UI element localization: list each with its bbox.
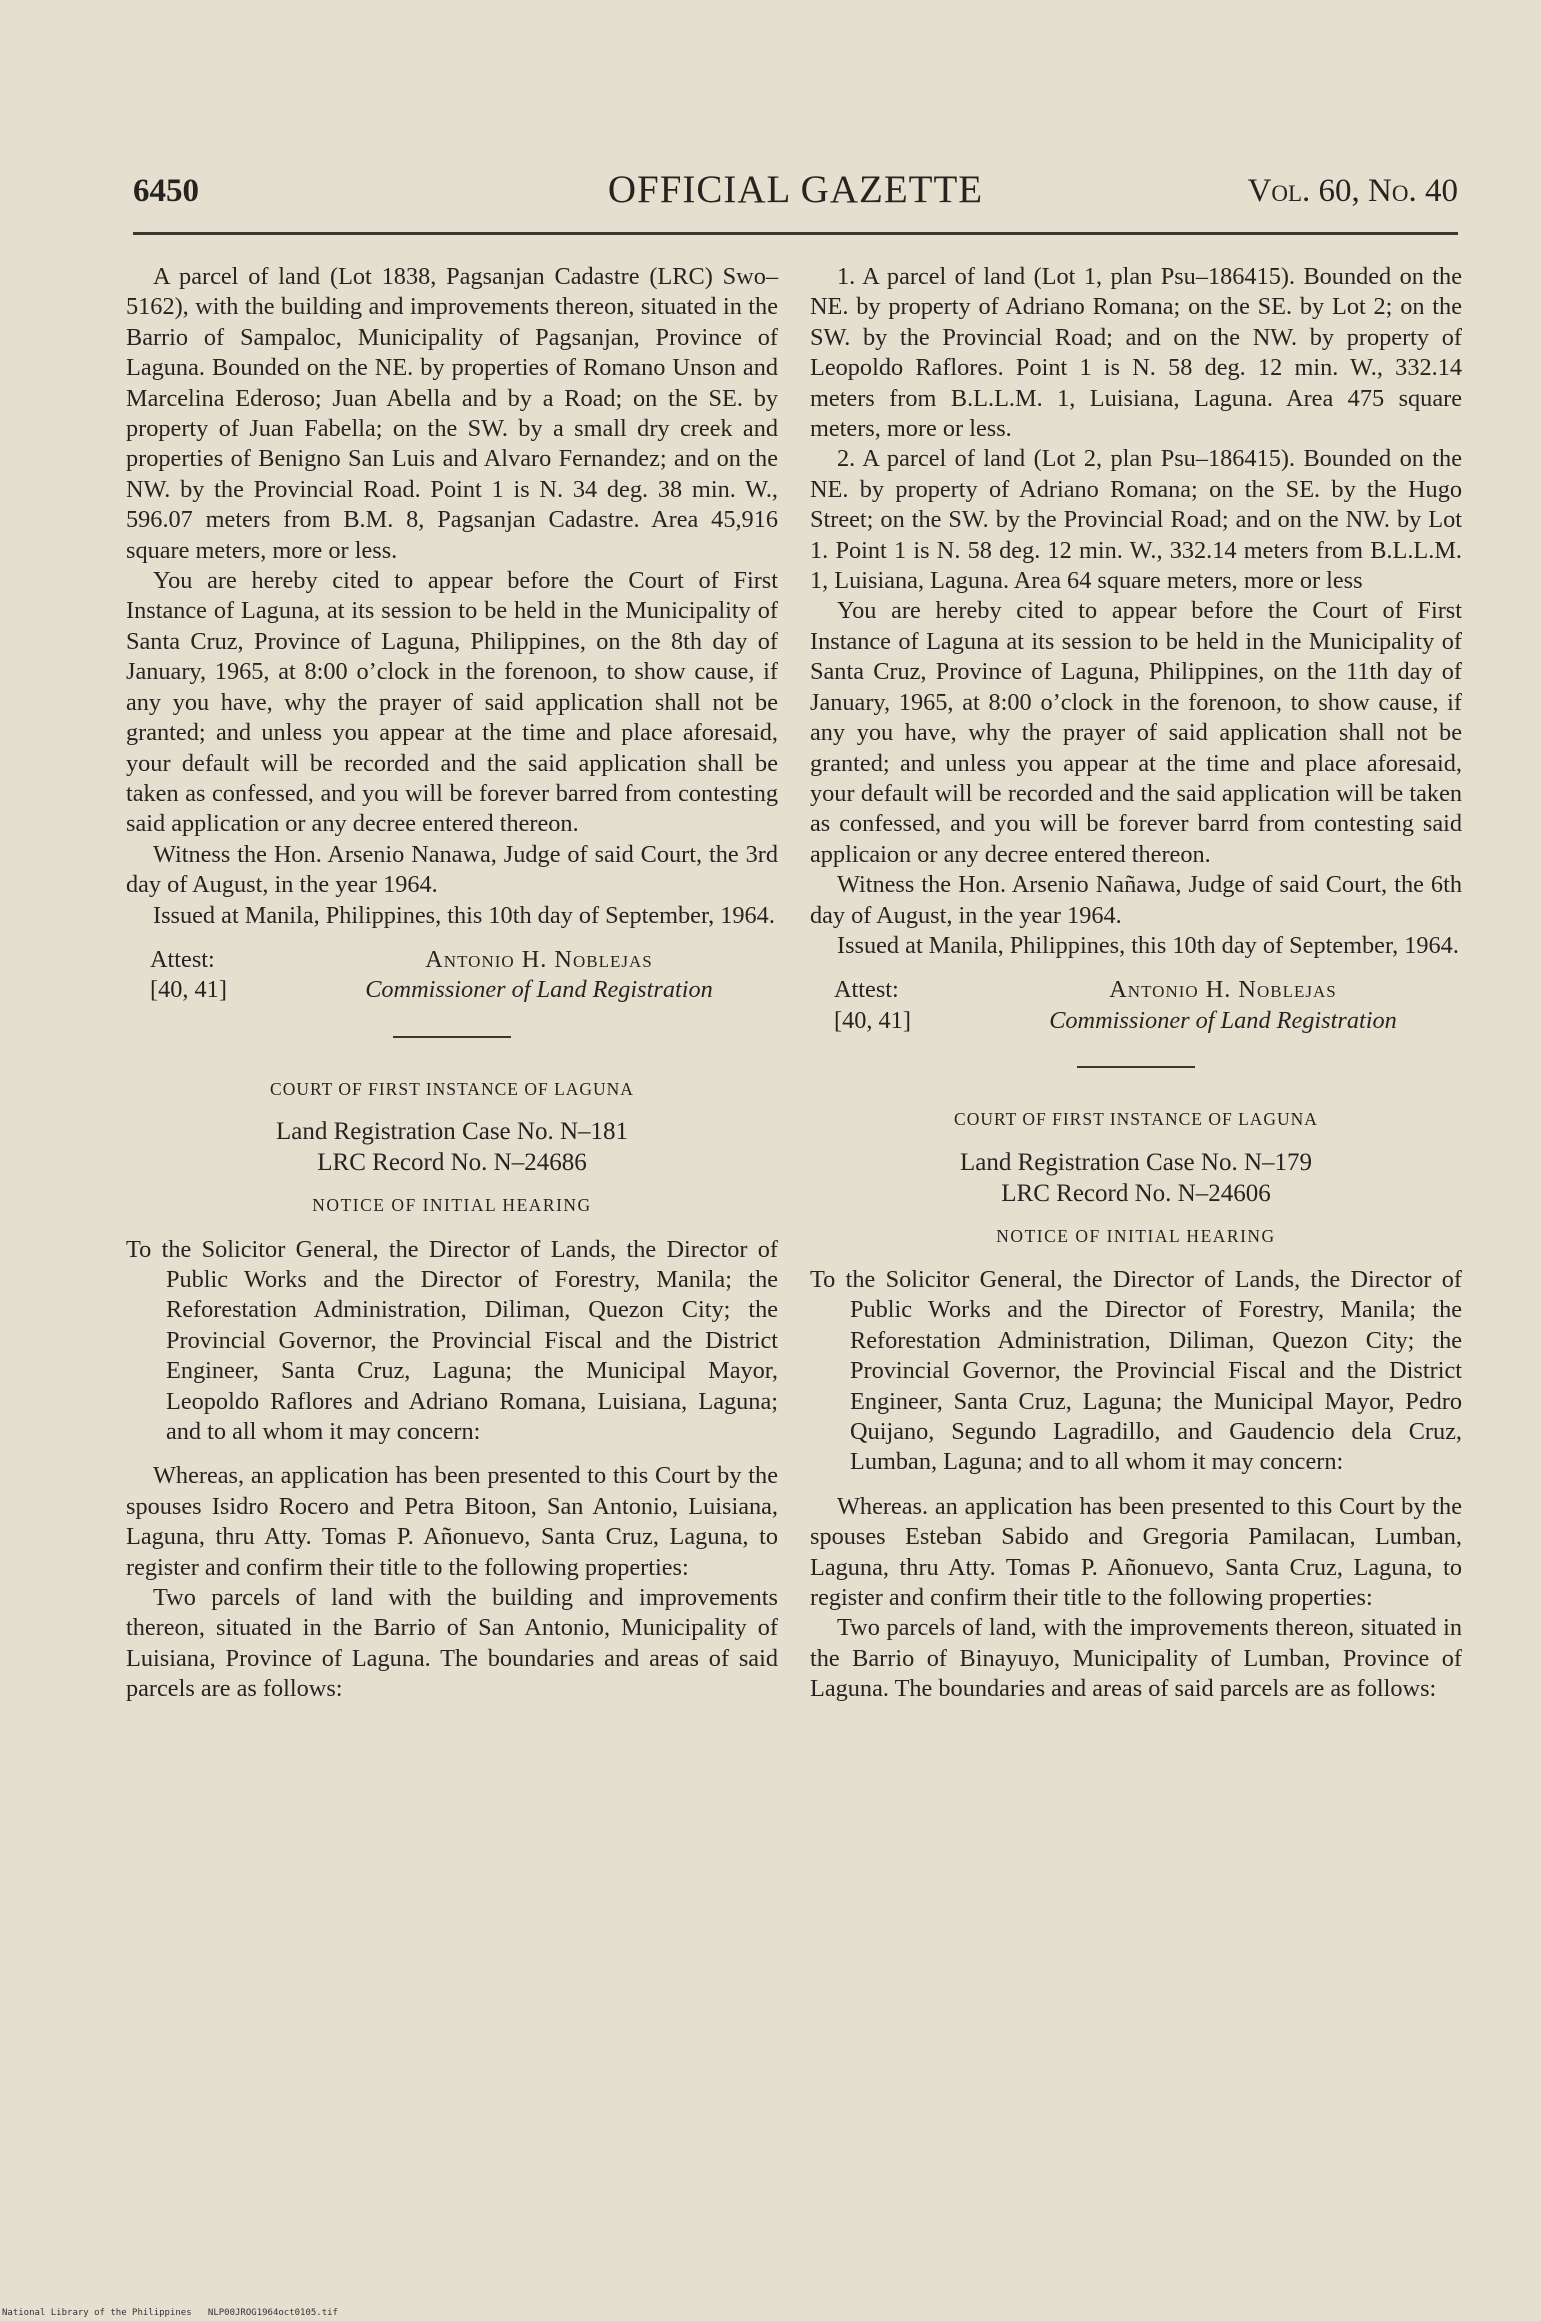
right-intro-paragraph-1: 1. A parcel of land (Lot 1, plan Psu–186415). Bounded on the NE. by property of Adriano Romana; on the SE. by Lot 2; on the SW. by the Provincial Road; and on the NW. by property of Leopoldo Raflores. Point 1 is N. 58 deg. 12 min. W., 332.14 meters from B.L.L.M. 1, Luisiana, Laguna. Area 475 square meters, more or less. (810, 263, 1462, 443)
right-attest-signature (984, 975, 1462, 1036)
whereas-paragraph: Whereas, an application has been presented to this Court by the spouses Isidro Rocero and Petra Bitoon, San Antonio, Luisiana, Laguna, thru Atty. Tomas P. Añonuevo, Santa Cruz, Laguna, to register and confirm their title to the following properties: (126, 1462, 778, 1581)
parcels-paragraph: Two parcels of land with the building and improvements thereon, situated in the Barrio of San Antonio, Municipality of Luisiana, Province of Laguna. The boundaries and areas of said parcels are as follows: (126, 1584, 778, 1703)
record-number: LRC Record No. N–24606 (1001, 1179, 1271, 1207)
left-attest-signature (300, 945, 778, 1006)
notice-heading: NOTICE OF INITIAL HEARING (312, 1195, 592, 1216)
attest-ref: [40, 41] (834, 1006, 911, 1034)
right-intro-paragraph-4: Witness the Hon. Arsenio Nañawa, Judge of said Court, the 6th day of August, in the year 1964. (810, 871, 1462, 929)
attest-label: Attest: (150, 945, 215, 973)
court-heading: COURT OF FIRST INSTANCE OF LAGUNA (954, 1109, 1318, 1130)
header-rule (133, 232, 1458, 235)
addressee-paragraph: To the Solicitor General, the Director of Lands, the Director of Public Works and the Director of Forestry, Manila; the Reforestation Administration, Diliman, Quezon City; the Provincial Governor, the Provincial Fiscal and the District Engineer, Santa Cruz, Laguna; the Municipal Mayor, Leopoldo Raflores and Adriano Romana, Luisiana, Laguna; and to all whom it may concern: (126, 1235, 778, 1445)
whereas-paragraph: Whereas. an application has been presented to this Court by the spouses Esteban Sabido and Gregoria Pamilacan, Lumban, Laguna, thru Atty. Tomas P. Añonuevo, Santa Cruz, Laguna, to register and confirm their title to the following properties: (810, 1492, 1462, 1612)
case-number: Land Registration Case No. N–181 (275, 1118, 629, 1146)
volume-label: Vol. 60, No. 40 (1247, 173, 1458, 209)
footer-file: NLP00JROG1964oct0105.tif (207, 2308, 338, 2318)
case-numbers (810, 1147, 1462, 1209)
addressee-paragraph: To the Solicitor General, the Director of Lands, the Director of Public Works and the Director of Forestry, Manila; the Reforestation Administration, Diliman, Quezon City; the Provincial Governor, the Provincial Fiscal and the District Engineer, Santa Cruz, Laguna; the Municipal Mayor, Pedro Quijano, Segundo Lagradillo, and Gaudencio dela Cruz, Lumban, Laguna; and to all whom it may concern: (810, 1265, 1462, 1476)
attest-title: Commissioner of Land Registration (365, 976, 713, 1004)
left-intro-paragraph-1: A parcel of land (Lot 1838, Pagsanjan Cadastre (LRC) Swo–5162), with the building and improvements thereon, situated in the Barrio of Sampaloc, Municipality of Pagsanjan, Province of Laguna. Bounded on the NE. by properties of Romano Unson and Marcelina Ederoso; Juan Abella and by a Road; on the SE. by property of Juan Fabella; on the SW. by a small dry creek and properties of Benigno San Luis and Alvaro Fernandez; and on the NW. by the Provincial Road. Point 1 is N. 34 deg. 38 min. W., 596.07 meters from B.M. 8, Pagsanjan Cadastre. Area 45,916 square meters, more or less. (126, 263, 778, 564)
case-number: Land Registration Case No. N–179 (959, 1148, 1313, 1176)
footer-library: National Library of the Philippines (2, 2308, 192, 2318)
left-intro-paragraph-4: Issued at Manila, Philippines, this 10th day of September, 1964. (153, 901, 775, 929)
page-number: 6450 (133, 173, 199, 209)
right-intro-paragraph-2: 2. A parcel of land (Lot 2, plan Psu–186415). Bounded on the NE. by property of Adriano Romana; on the SE. by the Hugo Street; on the SW. by the Provincial Road; and on the NW. by Lot 1. Point 1 is N. 58 deg. 12 min. W., 332.14 meters from B.L.L.M. 1, Luisiana, Laguna. Area 64 square meters, more or less (810, 445, 1462, 595)
attest-name: Antonio H. Noblejas (1109, 976, 1337, 1004)
attest-label: Attest: (834, 976, 899, 1004)
right-column (810, 262, 1462, 1705)
left-attest-block (126, 945, 778, 1006)
section-divider (1077, 1066, 1195, 1068)
left-attest-labels (126, 945, 300, 1006)
attest-title: Commissioner of Land Registration (1049, 1006, 1397, 1034)
right-attest-block (810, 975, 1462, 1036)
left-intro-paragraph-3: Witness the Hon. Arsenio Nanawa, Judge of said Court, the 3rd day of August, in the year 1964. (126, 840, 778, 899)
left-column (126, 262, 778, 1705)
case-numbers (126, 1116, 778, 1178)
notice-heading: NOTICE OF INITIAL HEARING (996, 1225, 1276, 1246)
record-number: LRC Record No. N–24686 (317, 1149, 587, 1177)
right-intro-paragraph-3: You are hereby cited to appear before the Court of First Instance of Laguna at its session to be held in the Municipality of Santa Cruz, Province of Laguna, Philippines, on the 11th day of January, 1965, at 8:00 o’clock in the forenoon, to show cause, if any you have, why the prayer of said application shall not be granted; and unless you appear at the time and place aforesaid, your default will be recorded and the said application will be taken as confessed, and you will be forever barrd from contesting said applicaion or any decree entered thereon. (810, 597, 1462, 868)
court-heading: COURT OF FIRST INSTANCE OF LAGUNA (270, 1078, 634, 1099)
parcels-paragraph: Two parcels of land, with the improvements thereon, situated in the Barrio of Binayuyo, Municipality of Lumban, Province of Laguna. The boundaries and areas of said parcels are as follows: (810, 1614, 1462, 1703)
page-header (133, 165, 1458, 225)
scan-footer (2, 2308, 338, 2318)
section-divider (393, 1036, 511, 1038)
right-intro-paragraph-5: Issued at Manila, Philippines, this 10th day of September, 1964. (837, 931, 1459, 959)
attest-ref: [40, 41] (150, 976, 227, 1004)
right-attest-labels (810, 975, 984, 1036)
attest-name: Antonio H. Noblejas (425, 945, 653, 973)
publication-title: OFFICIAL GAZETTE (607, 168, 984, 211)
left-intro-paragraph-2: You are hereby cited to appear before the Court of First Instance of Laguna, at its session to be held in the Municipality of Santa Cruz, Province of Laguna, Philippines, on the 8th day of January, 1965, at 8:00 o’clock in the forenoon, to show cause, if any you have, why the prayer of said application shall not be granted; and unless you appear at the time and place aforesaid, your default will be recorded and the said application shall be taken as confessed, and you will be forever barred from contesting said application or any decree entered thereon. (126, 567, 778, 838)
